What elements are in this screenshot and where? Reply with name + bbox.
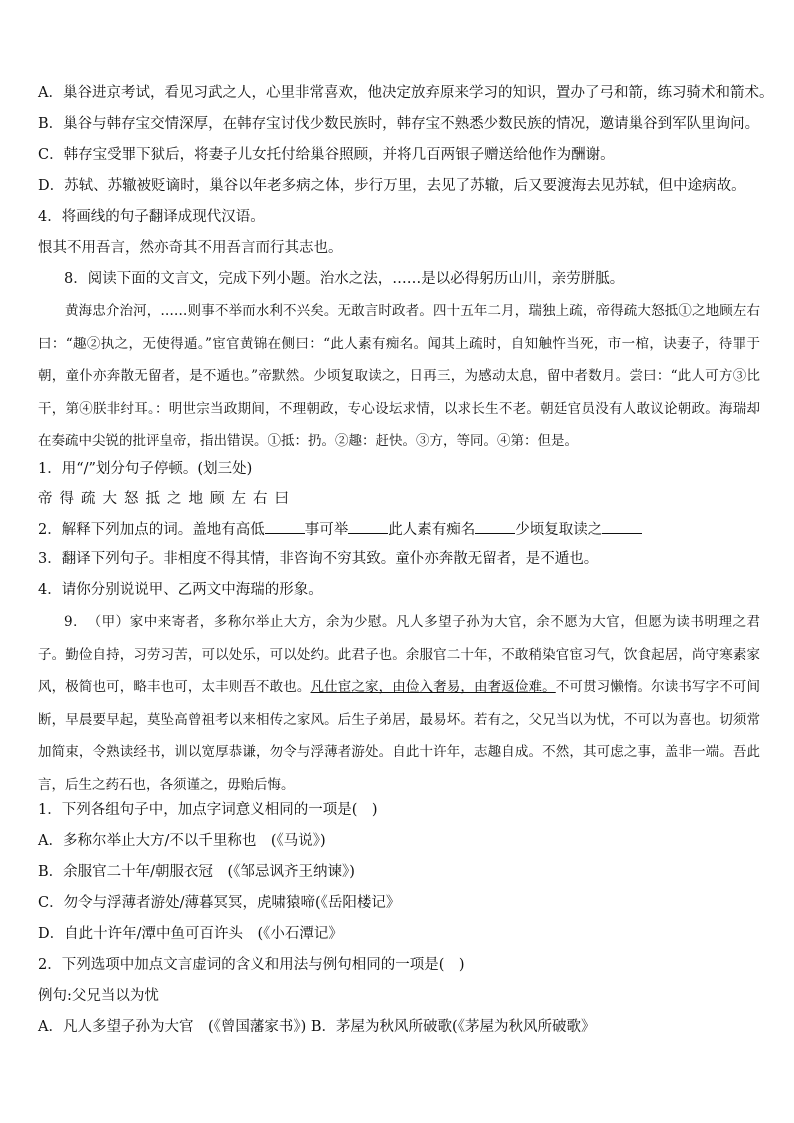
q9-example: 例句:父兄当以为忧 (38, 988, 159, 1004)
answer-blank[interactable] (265, 519, 305, 534)
q8-sub2 (38, 519, 642, 540)
question-4-translate: 4．将画线的句子翻译成现代汉语。 (38, 209, 265, 225)
option-b: B．巢谷与韩存宝交情深厚，在韩存宝讨伐少数民族时，韩存宝不熟悉少数民族的情况，邀请巢谷到军队里询问。 (38, 116, 760, 132)
q9-option-d: D．自此十许年/潭中鱼可百许头 (《小石潭记》 (38, 926, 343, 942)
underlined-sentence: 恨其不用吾言，然亦奇其不用吾言而行其志也。 (38, 240, 343, 256)
passage-9-underlined: 凡仕宦之家，由俭入奢易，由奢返俭难。 (310, 679, 556, 695)
q9-option-c: C．勿令与浮薄者游处/薄暮冥冥，虎啸猿啼(《岳阳楼记》 (38, 895, 401, 911)
answer-blank[interactable] (602, 519, 642, 534)
passage-9-text (38, 606, 760, 801)
q8-sub2-part4: 少顷复取读之 (515, 522, 603, 538)
answer-blank[interactable] (475, 519, 515, 534)
q8-sub2-part3: 此人素有痴名 (388, 522, 476, 538)
q8-sub2-part1: 2．解释下列加点的词。盖地有高低 (38, 522, 265, 538)
q9-sub2-options: A．凡人多望子孙为大官 (《曾国藩家书》) B．茅屋为秋风所破歌(《茅屋为秋风所破歌》 (38, 1019, 596, 1035)
passage-9-head: 9． （甲）家中来寄者，多称尔举止大方，余为少慰。凡人多望子孙为大官，余不愿为大官，但愿为读书明理之君子。勤俭自持，习劳习苦，可以处乐，可以处约。此君子也。余服官二十年，不敢稍染官宦习气，饮食起居，尚守寒素家风，极简也可，略丰也可，太丰则吾不敢也。 (38, 614, 760, 695)
q9-sub2: 2．下列选项中加点文言虚词的含义和用法与例句相同的一项是( ) (38, 957, 465, 973)
q8-sentence-to-divide: 帝得疏大怒抵之地顾左右曰 (38, 491, 296, 507)
option-a: A．巢谷进京考试，看见习武之人，心里非常喜欢，他决定放弃原来学习的知识，置办了弓和箭，练习骑术和箭术。 (38, 85, 774, 101)
answer-blank[interactable] (348, 519, 388, 534)
q8-sub3: 3．翻译下列句子。非相度不得其情，非咨询不穷其致。童仆亦奔散无留者，是不遁也。 (38, 551, 599, 567)
q9-option-b: B．余服官二十年/朝服衣冠 (《邹忌讽齐王纳谏》) (38, 864, 355, 880)
option-d: D．苏轼、苏辙被贬谪时，巢谷以年老多病之体，步行万里，去见了苏辙，后又要渡海去见苏轼，但中途病故。 (38, 178, 746, 194)
passage-8-body: 黄海忠介治河，……则事不举而水利不兴矣。无敢言时政者。四十五年二月，瑞独上疏，帝得疏大怒抵①之地顾左右曰：“趣②执之，无使得遁。”宦官黄锦在侧曰：“此人素有痴名。闻其上疏时，自知触忤当死，市一棺，诀妻子，待罪于朝，童仆亦奔散无留者，是不遁也。”帝默然。少顷复取读之，日再三，为感动太息，留中者数月。尝曰：“此人可方③比干，第④朕非纣耳。：明世宗当政期间，不理朝政，专心设坛求情，以求长生不老。朝廷官员没有人敢议论朝政。海瑞却在奏疏中尖锐的批评皇帝，指出错误。①抵：扔。②趣：赶快。③方，等同。④第：但是。 (38, 303, 760, 449)
question-8-heading: 8．阅读下面的文言文，完成下列小题。治水之法，……是以必得躬历山川，亲劳胼胝。 (64, 271, 625, 287)
passage-9-tail: 不可贯习懒惰。尔读书写字不可间断，早晨要早起，莫坠高曾祖考以来相传之家风。后生子弟居，最易坏。若有之，父兄当以为忧，不可以为喜也。切须常加简束，令熟读经书，训以宽厚恭谦，勿令与浮薄者游处。自此十许年，志趣自成。不然，其可虑之事，盖非一端。吾此言，后生之药石也，各须谨之，毋贻后悔。 (38, 679, 760, 793)
q9-option-a: A．多称尔举止大方/不以千里称也 (《马说》) (38, 833, 326, 849)
q9-sub1: 1．下列各组句子中，加点字词意义相同的一项是( ) (38, 802, 378, 818)
option-c: C．韩存宝受罪下狱后，将妻子儿女托付给巢谷照顾，并将几百两银子赠送给他作为酬谢。 (38, 147, 615, 163)
q8-sub4: 4．请你分别说说甲、乙两文中海瑞的形象。 (38, 582, 323, 598)
passage-8-text (38, 295, 760, 458)
q8-sub1: 1．用“/”划分句子停顿。(划三处) (38, 461, 253, 477)
q8-sub2-part2: 事可举 (304, 522, 349, 538)
